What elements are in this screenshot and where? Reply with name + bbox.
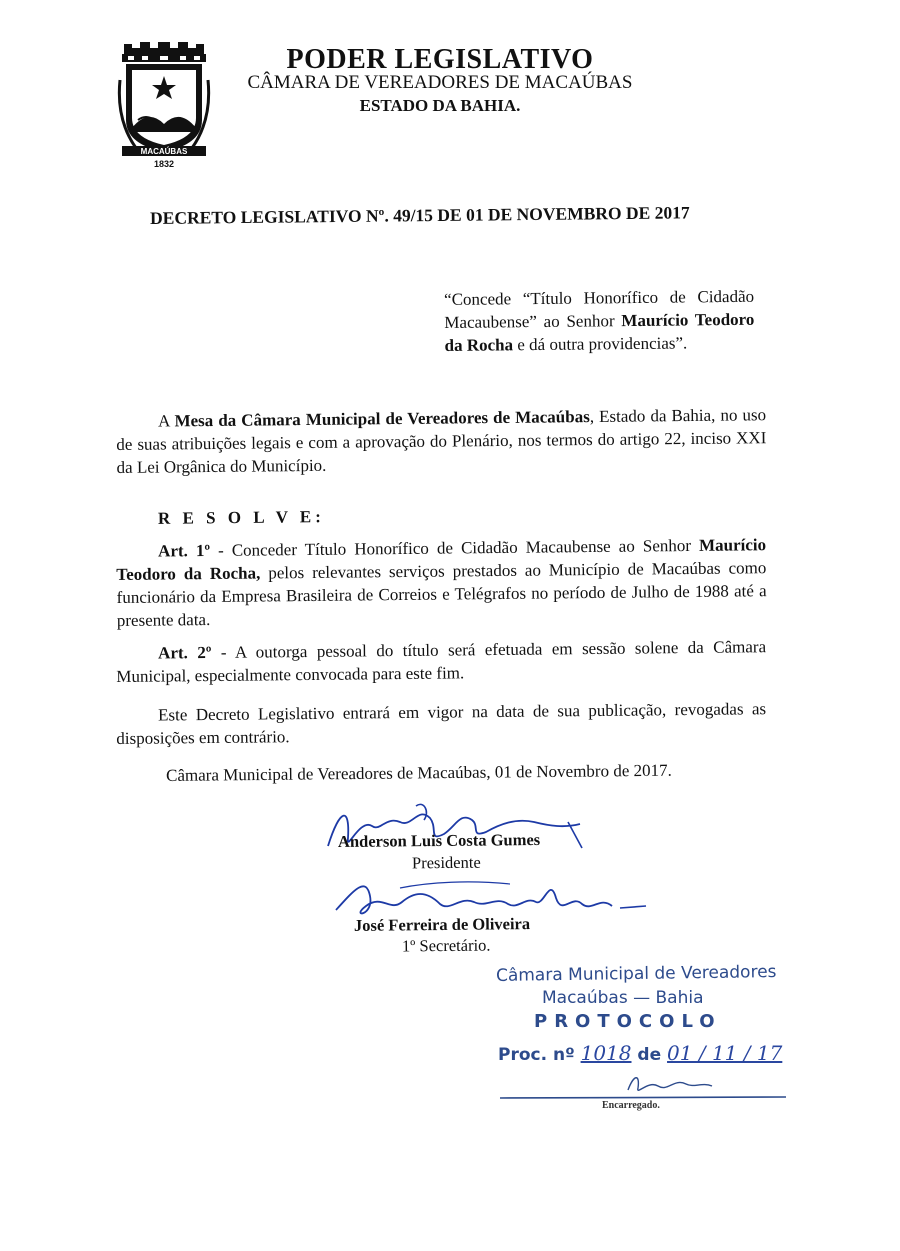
decree-summary xyxy=(444,285,755,357)
crest-banner-text: MACAÚBAS xyxy=(140,147,188,156)
signatory-1-role: Presidente xyxy=(411,852,481,873)
stamp-process-label: Proc. nº xyxy=(498,1045,575,1065)
decree-preamble xyxy=(116,403,767,479)
signatory-2-role: 1º Secretário. xyxy=(401,935,491,956)
preamble-lead: A xyxy=(158,411,175,431)
stamp-officer-label: Encarregado. xyxy=(602,1100,660,1111)
municipal-crest-logo xyxy=(116,40,212,170)
place-and-date: Câmara Municipal de Vereadores de Macaúbas, 01 de Novembro de 2017. xyxy=(166,760,672,785)
article-2-label: Art. 2º xyxy=(158,643,212,663)
stamp-city-state: Macaúbas — Bahia xyxy=(542,988,704,1008)
stamp-date-label: de xyxy=(637,1045,662,1065)
decree-effective-clause: Este Decreto Legislativo entrará em vigor na data de sua publicação, revogadas as disposições em contrário. xyxy=(116,699,767,748)
article-1-honoree: Maurício Teodoro da Rocha, xyxy=(116,535,767,584)
summary-text-part1: “Concede “Título Honorífico de Cidadão Macaubense” ao Senhor xyxy=(444,286,755,332)
article-1-text-b: pelos relevantes serviços prestados ao Município de Macaúbas como funcionário da Empresa Brasileira de Correios e Telégrafos no período de Julho de 1988 até a presente data. xyxy=(116,558,767,630)
stamp-process-line xyxy=(498,1041,782,1065)
preamble-text: , Estado da Bahia, no uso de suas atribuições legais e com a aprovação do Plenário, nos termos do artigo 22, inciso XXI da Lei Orgânica do Município. xyxy=(116,405,767,477)
stamp-officer-signature xyxy=(498,1070,788,1100)
header-title: PODER LEGISLATIVO xyxy=(286,44,594,75)
article-1 xyxy=(116,533,767,632)
article-1-text-a: - Conceder Título Honorífico de Cidadão Macaubense ao Senhor xyxy=(209,535,700,561)
summary-text-part2: e dá outra providencias”. xyxy=(512,333,688,355)
stamp-process-date: 01 / 11 / 17 xyxy=(667,1041,783,1065)
signatory-2-name: José Ferreira de Oliveira xyxy=(353,914,531,935)
crest-year: 1832 xyxy=(153,159,175,169)
article-2-text: - A outorga pessoal do título será efetuada em sessão solene da Câmara Municipal, especialmente convocada para este fim. xyxy=(116,637,767,686)
summary-honoree-name: Maurício Teodoro da Rocha xyxy=(444,309,755,355)
stamp-chamber-name: Câmara Municipal de Vereadores xyxy=(495,962,777,986)
stamp-process-number: 1018 xyxy=(580,1041,632,1065)
header-state: ESTADO DA BAHIA. xyxy=(359,96,521,115)
preamble-authority: Mesa da Câmara Municipal de Vereadores de Macaúbas xyxy=(174,407,590,431)
stamp-protocol-label: PROTOCOLO xyxy=(534,1011,722,1032)
header-chamber-name: CÂMARA DE VEREADORES DE MACAÚBAS xyxy=(247,72,633,93)
article-2 xyxy=(116,635,766,688)
decree-title: DECRETO LEGISLATIVO Nº. 49/15 DE 01 DE NOVEMBRO DE 2017 xyxy=(150,202,690,228)
signatory-1-name: Anderson Luis Costa Gumes xyxy=(337,829,541,852)
resolve-heading: R E S O L V E: xyxy=(157,507,325,528)
article-1-label: Art. 1º xyxy=(158,541,211,561)
